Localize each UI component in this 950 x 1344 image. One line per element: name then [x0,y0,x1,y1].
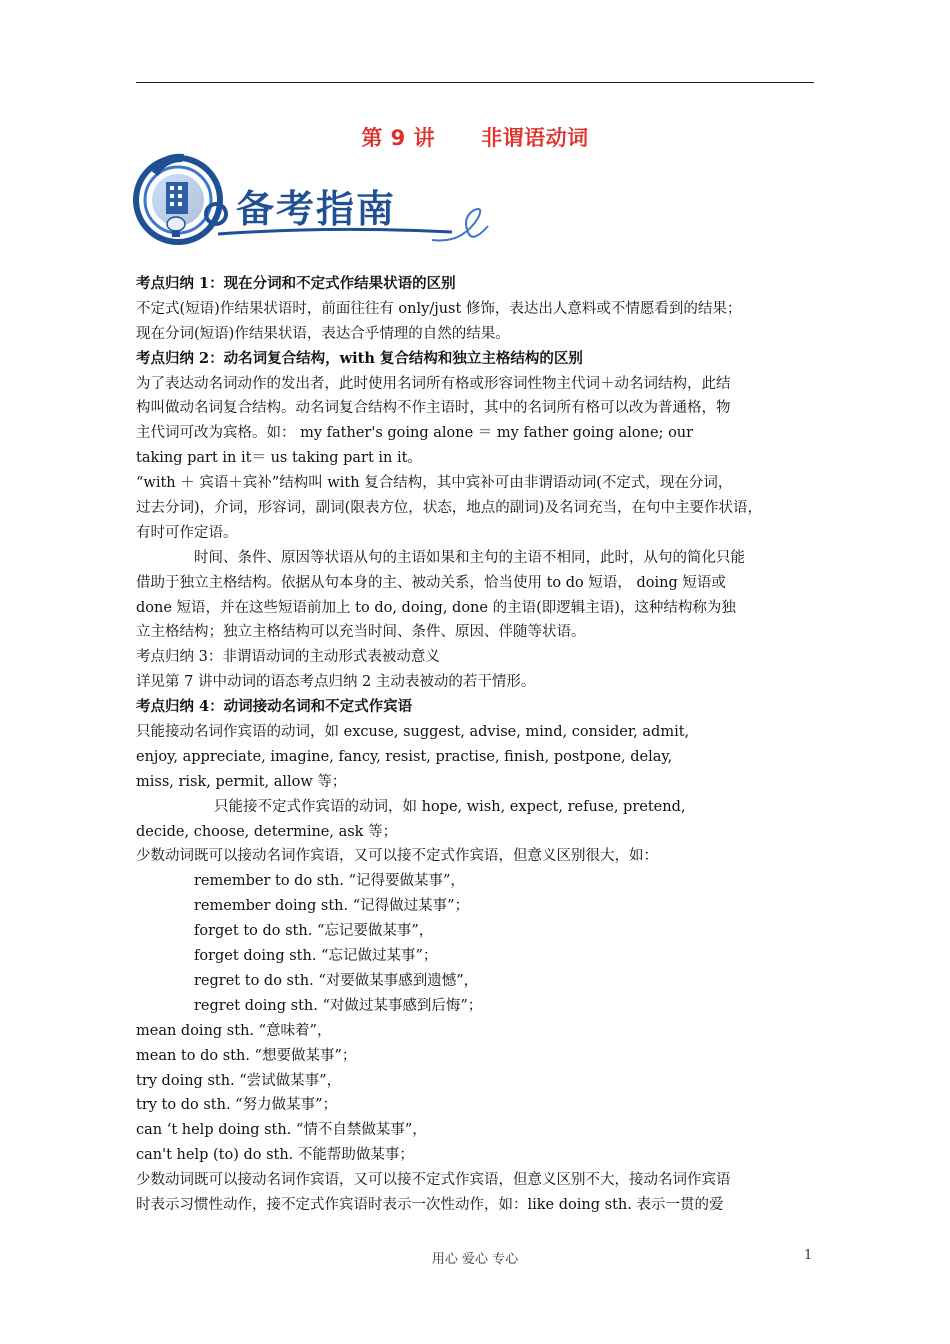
lecture-topic: 非谓语动词 [481,126,589,150]
body-text-line: 立主格结构；独立主格结构可以充当时间、条件、原因、伴随等状语。 [136,624,586,641]
body-text-line: can't help (to) do sth. 不能帮助做某事； [136,1147,414,1164]
body-text-line: 少数动词既可以接动名词作宾语，又可以接不定式作宾语，但意义区别很大，如： [136,848,658,865]
body-text-line: remember doing sth. “记得做过某事”； [194,898,470,915]
header-rule [136,82,814,83]
body-text-line: 现在分词(短语)作结果状语，表达合乎情理的自然的结果。 [136,325,510,342]
body-text-line: 详见第 7 讲中动词的语态考点归纳 2 主动表被动的若干情形。 [136,674,536,691]
body-text-line: try to do sth. “努力做某事”； [136,1097,337,1114]
body-text-line: regret to do sth. “对要做某事感到遗憾”， [194,972,479,989]
body-text-line: can ‘t help doing sth. “情不自禁做某事”， [136,1122,427,1139]
body-text-line: 考点归纳 3：非谓语动词的主动形式表被动意义 [136,649,440,666]
body-text-line: “with ＋ 宾语＋宾补”结构叫 with 复合结构，其中宾补可由非谓语动词(不定式，现在分词， [136,475,733,492]
lecture-number: 第 9 讲 [361,126,436,150]
page-number: 1 [804,1248,813,1263]
body-text-line: 时表示习惯性动作，接不定式作宾语时表示一次性动作，如：like doing sth. 表示一贯的爱 [136,1196,724,1213]
banner-graphic [132,148,492,246]
body-text-line: miss, risk, permit, allow 等； [136,773,347,790]
body-text-line: remember to do sth. “记得要做某事”， [194,873,465,890]
body-text-line: mean doing sth. “意味着”， [136,1022,332,1039]
section-heading: 考点归纳 1：现在分词和不定式作结果状语的区别 [136,275,456,292]
globe-logo-icon [136,154,226,242]
section-heading: 考点归纳 2：动名词复合结构，with 复合结构和独立主格结构的区别 [136,349,583,367]
body-text-line: 只能接不定式作宾语的动词，如 hope, wish, expect, refuse, pretend, [214,798,686,815]
footer-motto: 用心 爱心 专心 [431,1252,519,1267]
body-text-line: 过去分词)，介词，形容词，副词(限表方位，状态，地点的副词)及名词充当，在句中主要作状语， [136,500,762,517]
document-body [136,272,820,1218]
body-text-line: 少数动词既可以接动名词作宾语，又可以接不定式作宾语，但意义区别不大，接动名词作宾语 [136,1172,731,1189]
body-text-line: forget doing sth. “忘记做过某事”； [194,948,438,965]
body-text-line: taking part in it＝ us taking part in it。 [136,450,422,467]
section-heading: 考点归纳 4：动词接动名词和不定式作宾语 [136,698,413,716]
body-text-line: try doing sth. “尝试做某事”， [136,1072,342,1089]
body-text-line: 不定式(短语)作结果状语时，前面往往有 only/just 修饰，表达出人意料或不情愿看到的结果； [136,300,742,317]
body-text-line: 只能接动名词作宾语的动词，如 excuse, suggest, advise, mind, consider, admit, [136,724,690,741]
body-text-line: 为了表达动名词动作的发出者，此时使用名词所有格或形容词性物主代词＋动名词结构，此结 [136,375,731,392]
body-text-line: 时间、条件、原因等状语从句的主语如果和主句的主语不相同，此时，从句的简化只能 [194,549,745,566]
banner-text: 备考指南 [236,187,397,231]
body-text-line: decide, choose, determine, ask 等； [136,823,398,840]
body-text-line: 有时可作定语。 [136,524,238,541]
banner-curl-icon [432,209,488,241]
body-text-line: 借助于独立主格结构。依据从句本身的主、被动关系，恰当使用 to do 短语， doing 短语或 [136,574,726,591]
body-text-line: done 短语，并在这些短语前加上 to do, doing, done 的主语(即逻辑主语)，这种结构称为独 [136,599,736,616]
body-text-line: regret doing sth. “对做过某事感到后悔”； [194,997,483,1014]
exam-guide-banner [132,148,492,246]
body-text-line: forget to do sth. “忘记要做某事”， [194,923,434,940]
body-text-line: 构叫做动名词复合结构。动名词复合结构不作主语时，其中的名词所有格可以改为普通格，物 [136,400,731,417]
body-text-line: mean to do sth. “想要做某事”； [136,1047,357,1064]
body-text-line: 主代词可改为宾格。如： my father's going alone ＝ my father going alone; our [136,425,694,442]
body-text-line: enjoy, appreciate, imagine, fancy, resist, practise, finish, postpone, delay, [136,748,673,765]
